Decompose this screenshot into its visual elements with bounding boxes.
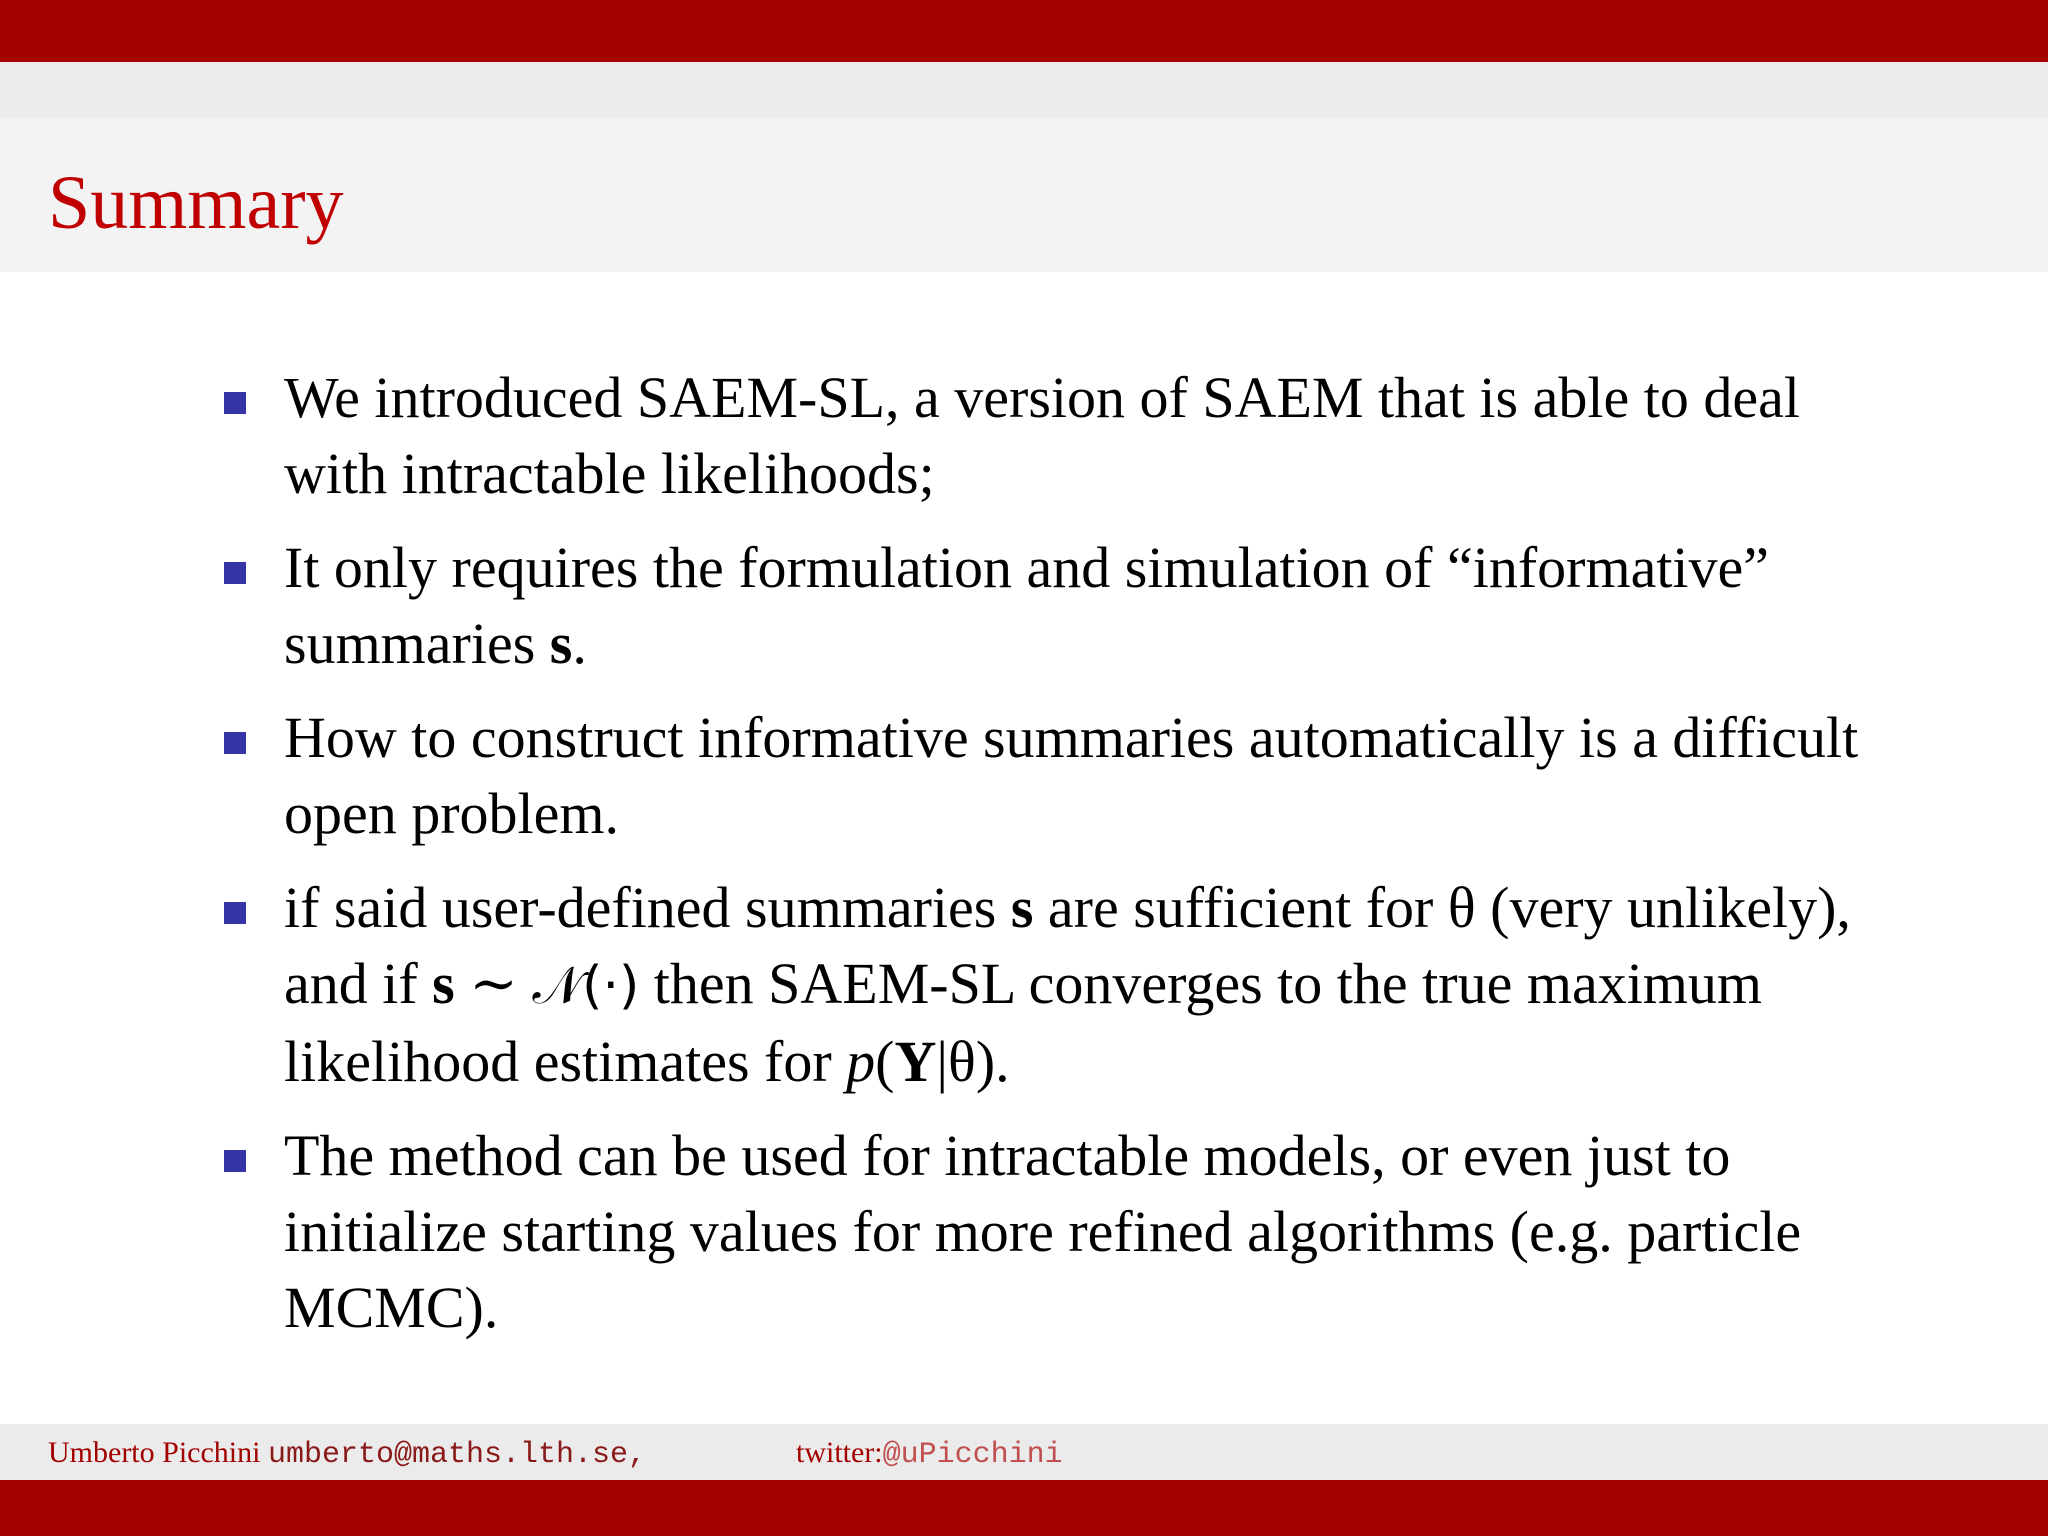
bullet-text: are sufficient for [1033, 875, 1448, 940]
top-bar [0, 0, 2048, 62]
square-bullet-icon [224, 1150, 246, 1172]
bullet-list [222, 360, 1902, 1364]
bullet-item [222, 1118, 1902, 1346]
square-bullet-icon [224, 562, 246, 584]
math-theta: θ [1447, 875, 1476, 940]
footer-twitter-handle: @uPicchini [882, 1438, 1063, 1472]
bullet-text-end: . [995, 1029, 1010, 1094]
math-Y: Y [894, 1029, 937, 1094]
math-sim: ∼ [454, 951, 533, 1016]
math-theta: θ [948, 1029, 976, 1094]
footer-author-block [48, 1433, 646, 1475]
math-s: s [432, 951, 455, 1016]
footer-twitter-label: twitter: [796, 1436, 883, 1469]
bullet-item [222, 870, 1902, 1100]
bullet-text: How to construct informative summaries automatically is a difficult open problem. [284, 705, 1859, 846]
bullet-text: then SAEM-SL converges to the true maximum likelihood estimates for [284, 951, 1763, 1094]
bullet-text: if said user-defined summaries [284, 875, 1011, 940]
math-p: p [846, 1029, 876, 1094]
footer-author: Umberto Picchini [48, 1436, 261, 1469]
bullet-item [222, 530, 1902, 682]
slide-title: Summary [48, 161, 344, 245]
math-s: s [549, 611, 573, 676]
bullet-item [222, 700, 1902, 852]
bullet-text: It only requires the formulation and simulation of “informative” summaries [284, 535, 1770, 676]
bullet-text: We introduced SAEM-SL, a version of SAEM that is able to deal with intractable likelihoods; [284, 365, 1800, 506]
square-bullet-icon [224, 902, 246, 924]
math-rparen: ) [975, 1029, 996, 1094]
footer-twitter-block [796, 1433, 1063, 1475]
footer-email: umberto@maths.lth.se, [267, 1438, 647, 1472]
square-bullet-icon [224, 392, 246, 414]
math-normal: 𝒩(·) [532, 956, 640, 1016]
bullet-text: The method can be used for intractable models, or even just to initialize starting values for more refined algorithms (e.g. particle MCMC). [284, 1123, 1802, 1340]
math-s: s [1010, 875, 1034, 940]
bottom-bar [0, 1480, 2048, 1536]
bullet-text-end: . [572, 611, 587, 676]
math-bar: | [936, 1029, 949, 1094]
bullet-item [222, 360, 1902, 512]
square-bullet-icon [224, 732, 246, 754]
top-band [0, 62, 2048, 118]
bullet-text: (very unlikely), and if [284, 875, 1851, 1016]
math-lparen: ( [875, 1029, 895, 1094]
